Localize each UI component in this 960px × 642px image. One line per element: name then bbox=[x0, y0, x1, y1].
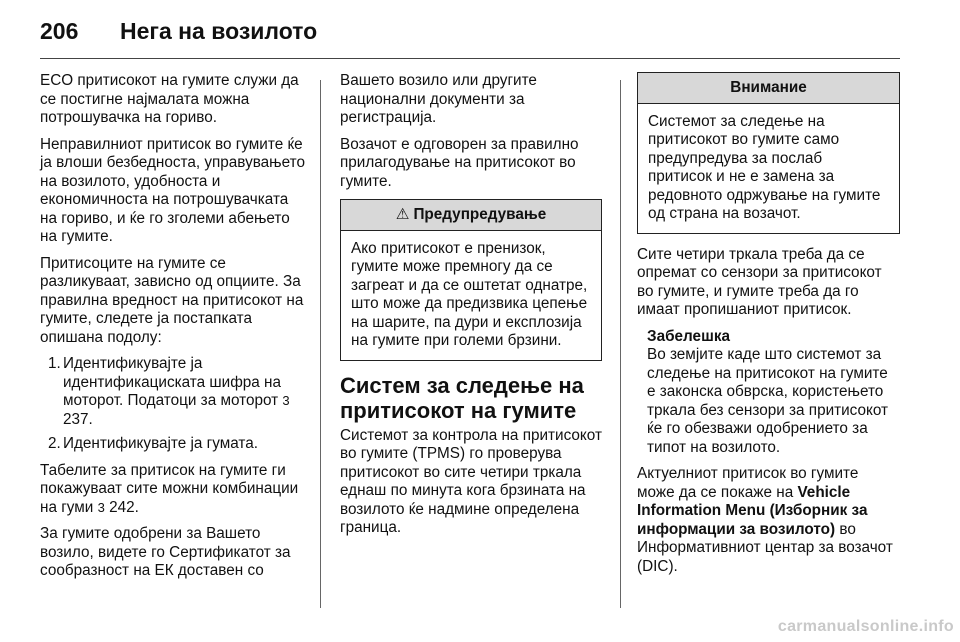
caution-body: Системот за следење на притисокот во гумите само предупредува за послаб притисок и не е замена за редовното одржување на гумите од страна на возачот. bbox=[648, 112, 881, 222]
note-block bbox=[637, 328, 900, 458]
paragraph-sensors: Сите четири тркала треба да се опремат со сензори за притисокот во гумите, и гумите треба да го имаат пропишаниот притисок. bbox=[637, 245, 882, 318]
paragraph-pressure-tables: Табелите за притисок на гумите ги покажуваат сите можни комбинации на гуми 3 242. bbox=[40, 461, 299, 516]
header-divider bbox=[40, 58, 900, 59]
column-3 bbox=[637, 72, 900, 584]
page-reference-icon: 3 bbox=[97, 499, 105, 515]
list-item-number: 2. bbox=[48, 435, 61, 452]
paragraph-registration: Вашето возило или другите национални документи за регистрација. bbox=[340, 72, 537, 126]
column-divider-2 bbox=[620, 80, 621, 608]
column-1 bbox=[40, 72, 305, 589]
paragraph-pressure-values: Притисоците на гумите се разликуваат, зависно од опциите. За правилна вредност на притисокот на гумите, следете ја постапката опишана подолу: bbox=[40, 254, 304, 346]
page-reference-link[interactable]: 242. bbox=[109, 498, 139, 516]
paragraph-incorrect-pressure: Неправилниот притисок во гумите ќе ја влоши безбедноста, управувањето на возилото, удобноста и економичноста на потрошувачката на гориво, и ќе го зголеми абењето на гумите. bbox=[40, 135, 305, 245]
warning-title: Предупредување bbox=[413, 206, 547, 223]
note-label: Забелешка bbox=[647, 327, 730, 345]
caution-box-header: Внимание bbox=[638, 73, 899, 104]
list-item bbox=[40, 435, 305, 454]
steps-list bbox=[40, 355, 305, 454]
paragraph-current-pressure: Актуелниот притисок во гумите може да се покаже на Vehicle Information Menu (Изборник за информации за возилото) во Информативниот центар за возачот (DIC). bbox=[637, 465, 893, 575]
list-item-number: 1. bbox=[48, 355, 61, 372]
watermark: carmanualsonline.info bbox=[777, 618, 954, 635]
list-item-text: Идентификувајте ја идентификациската шифра на моторот. Податоци за моторот bbox=[63, 355, 282, 409]
warning-triangle-icon: ⚠ bbox=[395, 206, 410, 223]
paragraph-driver-responsible: Возачот е одговорен за правилно прилагодување на притисокот во гумите. bbox=[340, 135, 579, 190]
column-divider-1 bbox=[320, 80, 321, 608]
warning-box-header bbox=[341, 200, 601, 231]
caution-box bbox=[637, 72, 900, 234]
page-number: 206 bbox=[40, 18, 79, 44]
note-text: Во земјите каде што системот за следење на притисокот на гумите е законска обврска, користењето тркала без сензори за притисокот ќе го обезважи одобрението за типот на возилото. bbox=[647, 346, 889, 456]
warning-box bbox=[340, 199, 602, 361]
paragraph-tpms: Системот за контрола на притисокот во гумите (TPMS) го проверува притисокот во сите четири тркала еднаш по минута кога брзината на возилото ќе надмине определена граница. bbox=[340, 426, 602, 536]
list-item bbox=[40, 355, 305, 429]
list-item-text: Идентификувајте ја гумата. bbox=[63, 435, 259, 452]
warning-body: Ако притисокот е пренизок, гумите може премногу да се загреат и да се оштетат однатре, што може да предизвика цепење на шарите, па дури и експлозија на гумите при големи брзини. bbox=[351, 239, 588, 349]
section-heading-tpms: Систем за следење на притисокот на гумите bbox=[340, 372, 584, 423]
menu-name: Vehicle Information Menu (Изборник за информации за возилото) bbox=[637, 483, 868, 538]
column-2 bbox=[340, 72, 602, 546]
page-reference-icon: 3 bbox=[282, 393, 290, 408]
paragraph-approved-tyres: За гумите одобрени за Вашето возило, видете го Сертификатот за сообразност на ЕК доставен со bbox=[40, 525, 291, 579]
page-reference-link[interactable]: 237. bbox=[63, 410, 93, 428]
paragraph-eco-pressure: ECO притисокот на гумите служи да се постигне најмалата можна потрошувачка на гориво. bbox=[40, 72, 299, 126]
page-title: Нега на возилото bbox=[120, 18, 318, 44]
